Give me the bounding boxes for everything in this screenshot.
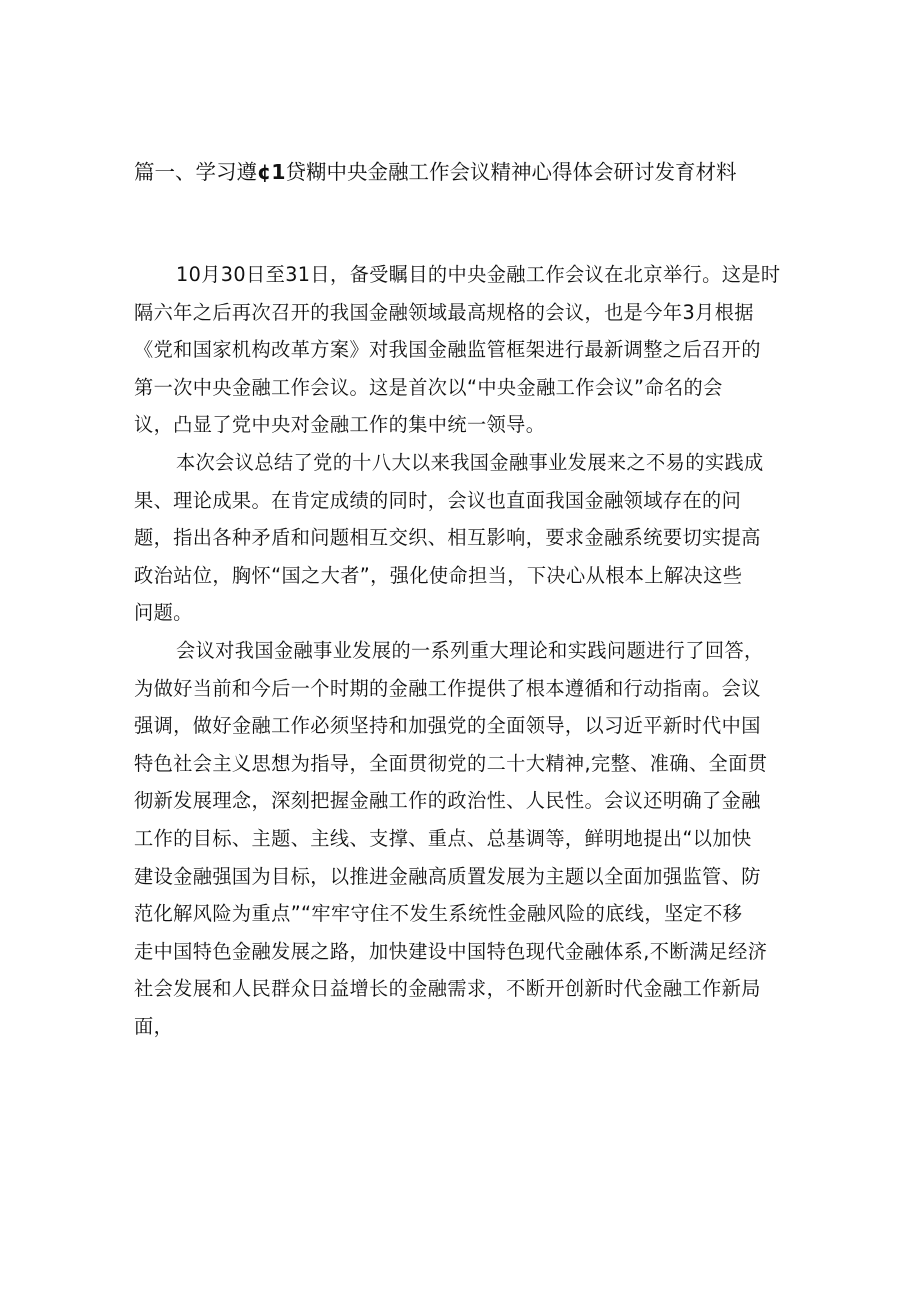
paragraph-line: 第一次中央金融工作会议。这是首次以“中央金融工作会议”命名的会 — [134, 375, 723, 399]
paragraph-line: 问题。 — [134, 601, 193, 625]
paragraph-line: 本次会议总结了党的十八大以来我国金融事业发展来之不易的实践成 — [176, 450, 764, 474]
paragraph-line: 政治站位，胸怀“国之大者”，强化使命担当，下决心从根本上解决这些 — [134, 563, 743, 587]
paragraph-line: 彻新发展理念，深刻把握金融工作的政治性、人民性。会议还明确了金融 — [134, 789, 761, 813]
paragraph-line: 隔六年之后再次召开的我国金融领域最高规格的会议，也是今年3月根据 — [134, 300, 754, 324]
paragraph-line: 议，凸显了党中央对金融工作的集中统一领导。 — [134, 413, 546, 437]
title-garbled-text: ¢1 — [257, 160, 286, 184]
paragraph-line: 工作的目标、主题、主线、支撑、重点、总基调等，鲜明地提出“以加快 — [134, 826, 752, 850]
paragraph-line: 果、理论成果。在肯定成绩的同时，会议也直面我国金融领域存在的问 — [134, 488, 742, 512]
paragraph-2 — [134, 444, 784, 632]
paragraph-line: 会议对我国金融事业发展的一系列重大理论和实践问题进行了回答， — [176, 638, 764, 662]
paragraph-line: 为做好当前和今后一个时期的金融工作提供了根本遵循和行动指南。会议 — [134, 676, 761, 700]
paragraph-line: 社会发展和人民群众日益增长的金融需求，不断开创新时代金融工作新局 — [134, 977, 761, 1001]
document-body — [134, 256, 784, 1045]
title-suffix: 贷糊中央金融工作会议精神心得体会研讨发育材料 — [285, 160, 737, 184]
paragraph-line: 题，指出各种矛盾和问题相互交织、相互影响，要求金融系统要切实提高 — [134, 526, 761, 550]
paragraph-line: 10月30日至31日，备受瞩目的中央金融工作会议在北京举行。这是时 — [176, 263, 781, 286]
paragraph-line: 特色社会主义思想为指导，全面贯彻党的二十大精神,完整、准确、全面贯 — [134, 751, 768, 775]
paragraph-line: 建设金融强国为目标，以推进金融高质置发展为主题以全面加强监管、防 — [134, 864, 761, 888]
document-title — [134, 156, 814, 188]
paragraph-1 — [134, 256, 784, 444]
paragraph-line: 走中国特色金融发展之路，加快建设中国特色现代金融体系,不断满足经济 — [134, 939, 768, 963]
paragraph-line: 范化解风险为重点”“牢牢守住不发生系统性金融风险的底线，坚定不移 — [134, 902, 743, 926]
paragraph-line: 《党和国家机构改革方案》对我国金融监管框架进行最新调整之后召开的 — [134, 338, 761, 362]
title-prefix: 篇一、学习遵 — [134, 160, 257, 184]
paragraph-line: 强调，做好金融工作必须坚持和加强党的全面领导，以习近平新时代中国 — [134, 714, 761, 738]
paragraph-3 — [134, 632, 784, 1046]
paragraph-line: 面， — [134, 1014, 174, 1038]
